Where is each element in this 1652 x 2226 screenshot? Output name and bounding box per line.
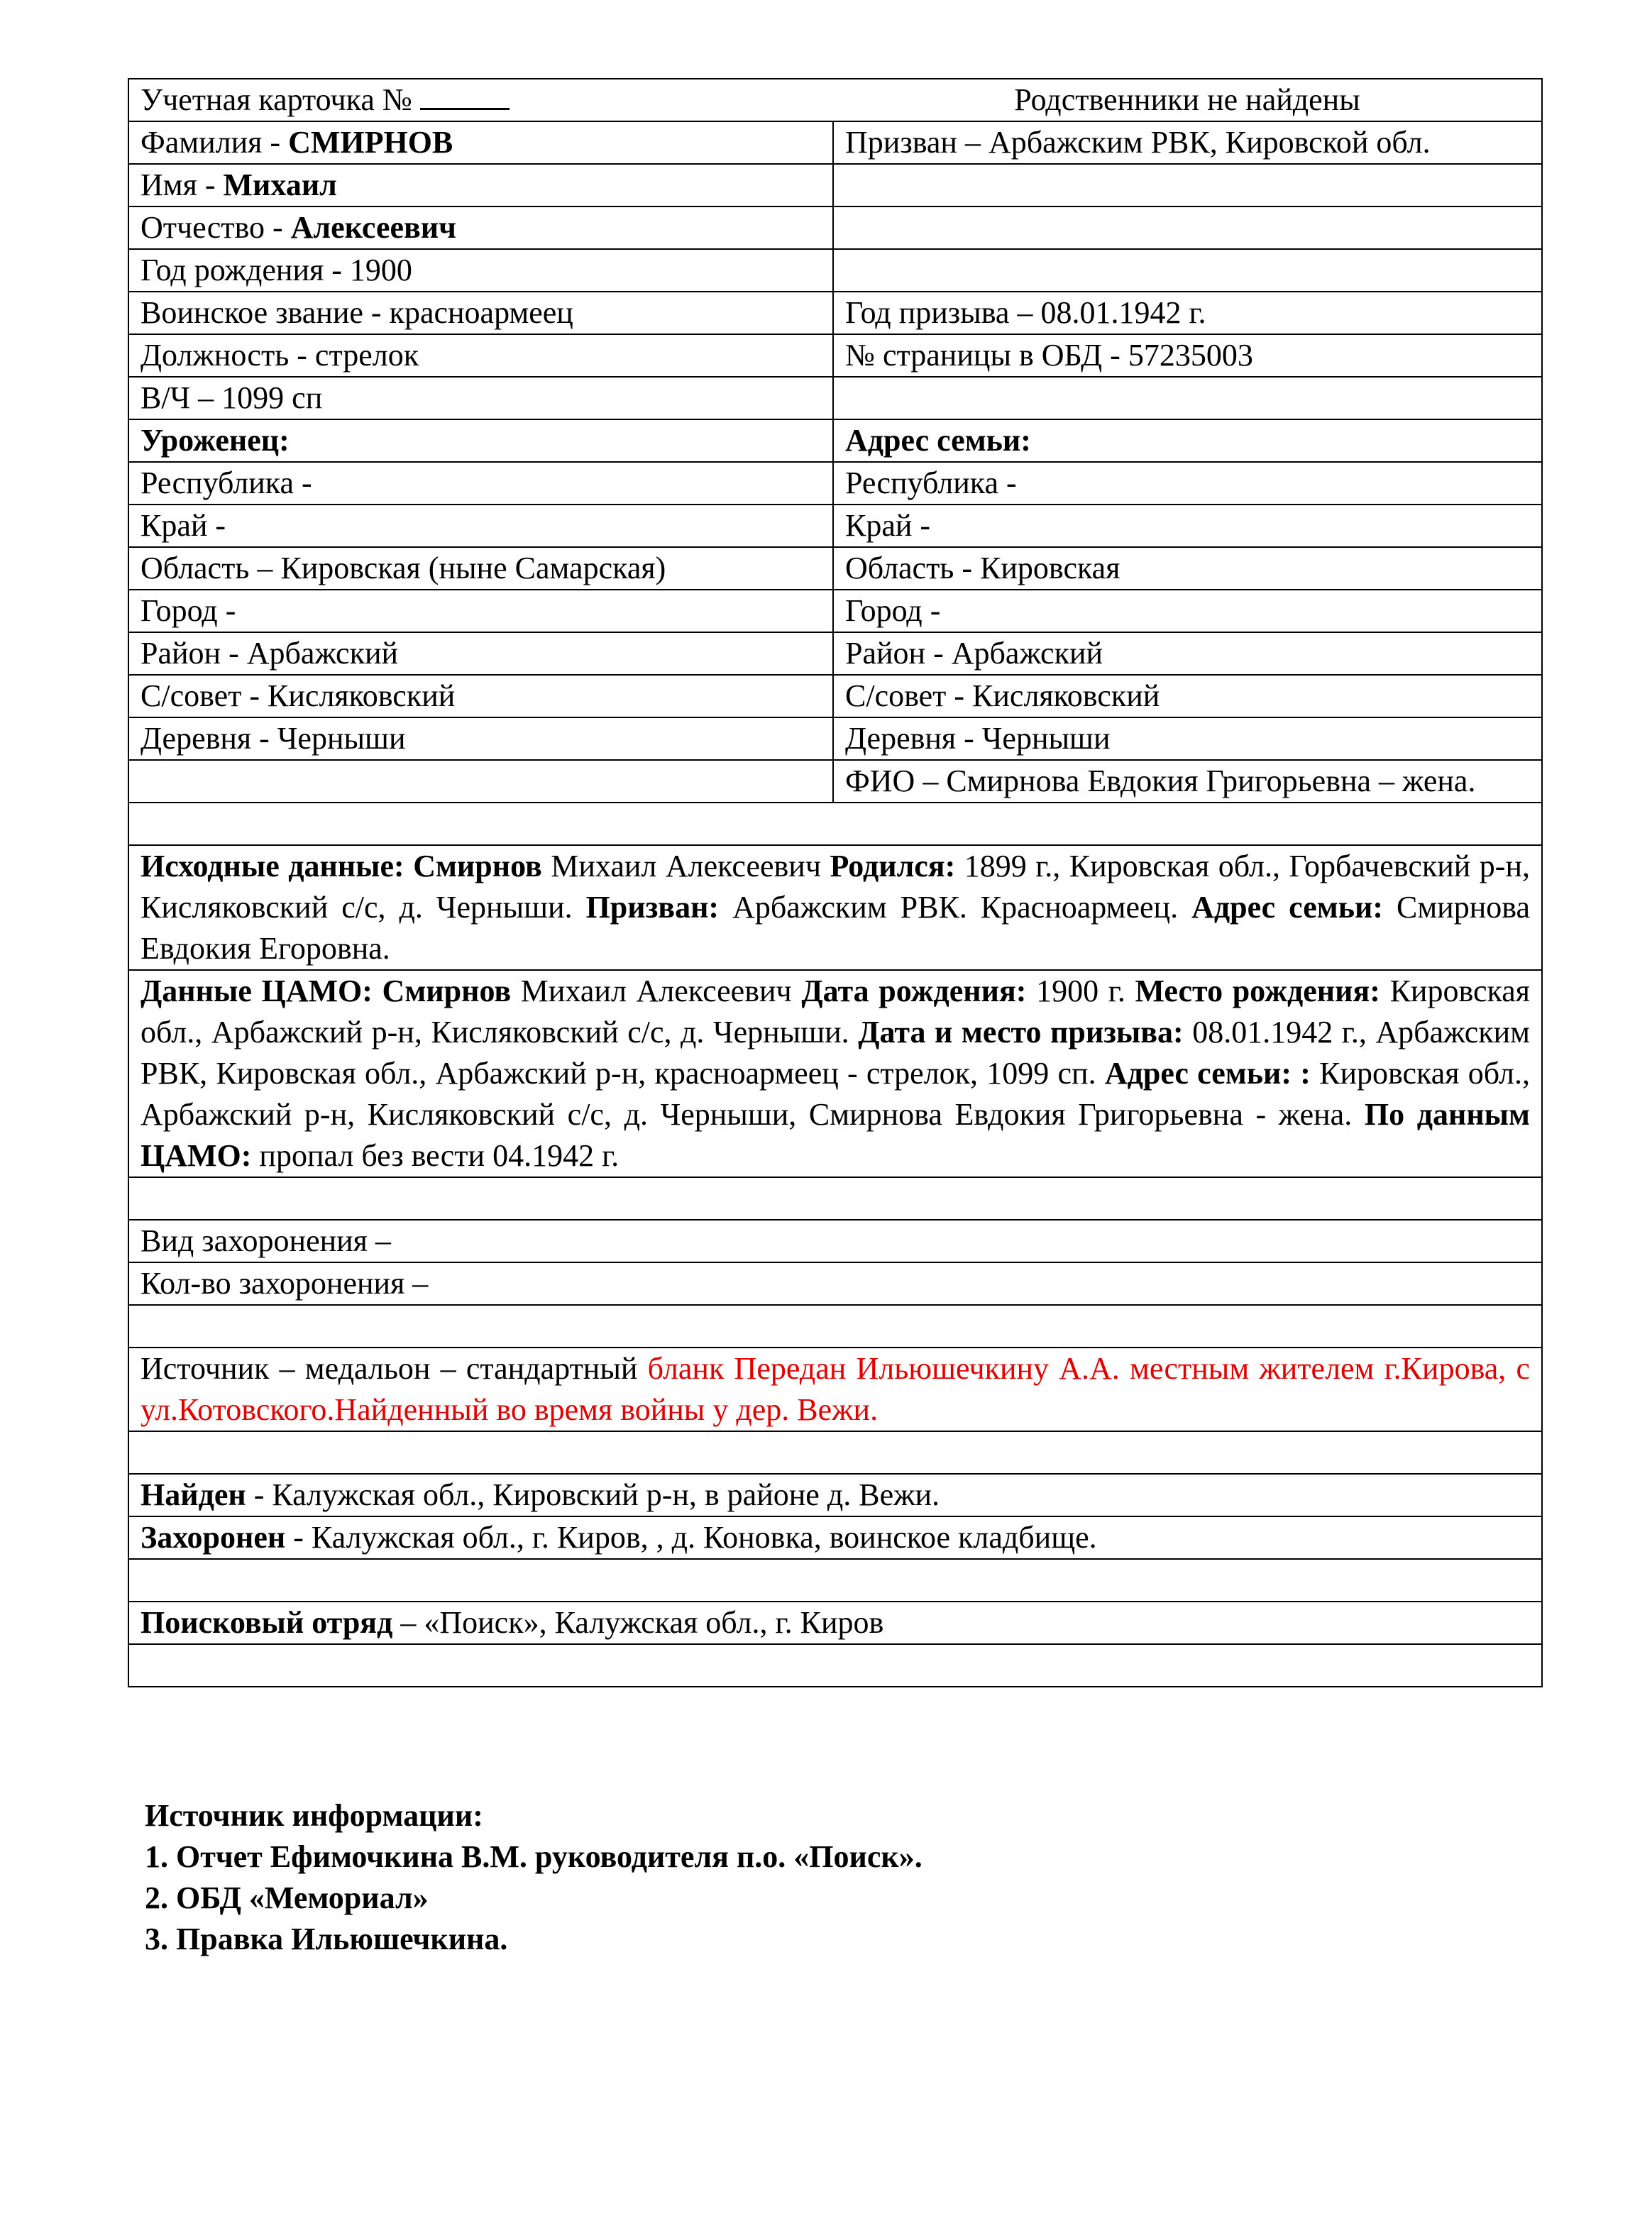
draft-year-cell: Год призыва – 08.01.1942 г. xyxy=(833,292,1542,334)
patronymic-cell xyxy=(128,206,833,249)
native-heading xyxy=(128,419,833,462)
rank-cell: Воинское звание - красноармеец xyxy=(128,292,833,334)
tsamo-dob-label: Дата рождения: xyxy=(801,974,1027,1008)
table-row xyxy=(128,292,1542,334)
blank-row xyxy=(128,1305,1542,1348)
source-data-text: Смирнова Евдокия Егоровна. xyxy=(141,890,1530,966)
table-row xyxy=(128,632,1542,675)
name-label: Имя - xyxy=(141,167,224,202)
source-item: 1. Отчет Ефимочкина В.М. руководителя п.о. «Поиск». xyxy=(145,1839,923,1874)
native-oblast: Область – Кировская (ныне Самарская) xyxy=(128,547,833,590)
search-unit-cell xyxy=(128,1602,1542,1644)
native-republic: Республика - xyxy=(128,462,833,505)
blank-row xyxy=(128,1559,1542,1602)
table-row xyxy=(128,1262,1542,1305)
tsamo-label: Данные ЦАМО: xyxy=(141,974,373,1008)
surname-label: Фамилия - xyxy=(141,125,289,160)
found-cell xyxy=(128,1474,1542,1516)
tsamo-draft-label: Дата и место призыва: xyxy=(858,1015,1184,1049)
patronymic-label: Отчество - xyxy=(141,210,291,245)
source-data-cell xyxy=(128,845,1542,970)
tsamo-text: пропал без вести 04.1942 г. xyxy=(251,1138,620,1173)
source-data-text: 1899 г., Кировская обл., Горбачевский р-н, Кисляковский с/с, д. Черныши. xyxy=(141,849,1530,925)
family-heading xyxy=(833,419,1542,462)
table-row xyxy=(128,1220,1542,1262)
empty-cell xyxy=(833,377,1542,419)
tsamo-fate-label: По данным ЦАМО: xyxy=(141,1097,1530,1173)
table-row xyxy=(128,547,1542,590)
family-city: Город - xyxy=(833,590,1542,632)
unit-cell: В/Ч – 1099 сп xyxy=(128,377,833,419)
source-data-text: Арбажским РВК. Красноармеец. xyxy=(719,890,1192,925)
family-krai: Край - xyxy=(833,505,1542,547)
found-label: Найден xyxy=(141,1477,246,1512)
obd-page-cell: № страницы в ОБД - 57235003 xyxy=(833,334,1542,377)
tsamo-text: 08.01.1942 г., Арбажским РВК, Кировская обл., Арбажский р-н, красноармеец - стрелок, 1099 сп. xyxy=(141,1015,1531,1091)
source-item: 2. ОБД «Мемориал» xyxy=(145,1880,429,1915)
card-number-label: Учетная карточка № xyxy=(141,82,412,117)
family-district: Район - Арбажский xyxy=(833,632,1542,675)
sources-heading: Источник информации: xyxy=(145,1798,483,1833)
tsamo-text: Кировская обл., Арбажский р-н, Кисляковский с/с, д. Черныши, Смирнова Евдокия Григорьевна - жена. xyxy=(141,1056,1531,1132)
table-row xyxy=(128,590,1542,632)
family-republic: Республика - xyxy=(833,462,1542,505)
table-row xyxy=(128,249,1542,292)
surname-cell xyxy=(128,121,833,164)
table-row xyxy=(128,1474,1542,1516)
relatives-status: Родственники не найдены xyxy=(833,79,1542,121)
tsamo-surname: Смирнов xyxy=(382,974,512,1008)
buried-text: - Калужская обл., г. Киров, , д. Коновка, воинское кладбище. xyxy=(285,1520,1097,1555)
native-selsovet: С/совет - Кисляковский xyxy=(128,675,833,717)
source-data-surname: Смирнов xyxy=(413,849,542,883)
patronymic-value: Алексеевич xyxy=(290,210,456,245)
drafted-cell: Призван – Арбажским РВК, Кировской обл. xyxy=(833,121,1542,164)
empty-cell xyxy=(128,1644,1542,1687)
table-row xyxy=(128,970,1542,1177)
empty-cell xyxy=(833,249,1542,292)
medallion-red-text: бланк Передан Ильюшечкину А.А. местным жителем г.Кирова, с ул.Котовского.Найденный во время войны у дер. Вежи. xyxy=(141,1351,1531,1427)
tsamo-pob-label: Место рождения: xyxy=(1135,974,1380,1008)
empty-cell xyxy=(128,1305,1542,1348)
family-heading-text: Адрес семьи: xyxy=(845,423,1031,458)
tsamo-text: Михаил Алексеевич xyxy=(511,974,802,1008)
table-row xyxy=(128,377,1542,419)
information-sources xyxy=(145,1795,923,1960)
table-row xyxy=(128,1602,1542,1644)
native-heading-text: Уроженец: xyxy=(141,423,290,458)
table-row xyxy=(128,717,1542,760)
name-cell xyxy=(128,164,833,206)
empty-cell xyxy=(833,206,1542,249)
record-card-table xyxy=(128,78,1543,1687)
native-krai: Край - xyxy=(128,505,833,547)
source-data-family-label: Адрес семьи: xyxy=(1191,890,1383,925)
table-row xyxy=(128,1348,1542,1431)
table-row xyxy=(128,462,1542,505)
native-district: Район - Арбажский xyxy=(128,632,833,675)
search-unit-text: – «Поиск», Калужская обл., г. Киров xyxy=(392,1605,884,1640)
table-row xyxy=(128,206,1542,249)
family-village: Деревня - Черныши xyxy=(833,717,1542,760)
empty-cell xyxy=(128,1431,1542,1474)
burial-count-cell: Кол-во захоронения – xyxy=(128,1262,1542,1305)
medallion-text: Источник – медальон – стандартный xyxy=(141,1351,648,1386)
family-selsovet: С/совет - Кисляковский xyxy=(833,675,1542,717)
table-row xyxy=(128,505,1542,547)
native-village: Деревня - Черныши xyxy=(128,717,833,760)
name-value: Михаил xyxy=(223,167,337,202)
table-row xyxy=(128,121,1542,164)
table-row xyxy=(128,334,1542,377)
tsamo-data-cell xyxy=(128,970,1542,1177)
table-row xyxy=(128,1516,1542,1559)
tsamo-text: 1900 г. xyxy=(1026,974,1135,1008)
table-row xyxy=(128,164,1542,206)
blank-row xyxy=(128,1644,1542,1687)
table-row xyxy=(128,419,1542,462)
native-city: Город - xyxy=(128,590,833,632)
blank-row xyxy=(128,1431,1542,1474)
blank-row xyxy=(128,803,1542,845)
empty-cell xyxy=(128,1559,1542,1602)
tsamo-text: Кировская обл., Арбажский р-н, Кисляковский с/с, д. Черныши. xyxy=(141,974,1530,1049)
table-row xyxy=(128,675,1542,717)
family-fio: ФИО – Смирнова Евдокия Григорьевна – жена. xyxy=(833,760,1542,803)
medallion-cell xyxy=(128,1348,1542,1431)
buried-label: Захоронен xyxy=(141,1520,286,1555)
empty-cell xyxy=(833,164,1542,206)
blank-row xyxy=(128,1177,1542,1220)
header-row xyxy=(128,79,1542,121)
tsamo-family-label: Адрес семьи: : xyxy=(1104,1056,1311,1091)
buried-cell xyxy=(128,1516,1542,1559)
search-unit-label: Поисковый отряд xyxy=(141,1605,393,1640)
empty-cell xyxy=(128,1177,1542,1220)
card-number-cell xyxy=(128,79,833,121)
source-data-text: Михаил Алексеевич xyxy=(541,849,830,883)
empty-cell xyxy=(128,760,833,803)
card-number-blank xyxy=(420,81,510,110)
source-data-label: Исходные данные: xyxy=(141,849,404,883)
family-oblast: Область - Кировская xyxy=(833,547,1542,590)
table-row xyxy=(128,845,1542,970)
burial-type-cell: Вид захоронения – xyxy=(128,1220,1542,1262)
surname-value: СМИРНОВ xyxy=(288,125,453,160)
empty-cell xyxy=(128,803,1542,845)
source-item: 3. Правка Ильюшечкина. xyxy=(145,1922,508,1956)
source-data-born-label: Родился: xyxy=(830,849,956,883)
found-text: - Калужская обл., Кировский р-н, в районе д. Вежи. xyxy=(246,1477,940,1512)
table-row xyxy=(128,760,1542,803)
position-cell: Должность - стрелок xyxy=(128,334,833,377)
birth-year-cell: Год рождения - 1900 xyxy=(128,249,833,292)
source-data-drafted-label: Призван: xyxy=(585,890,720,925)
